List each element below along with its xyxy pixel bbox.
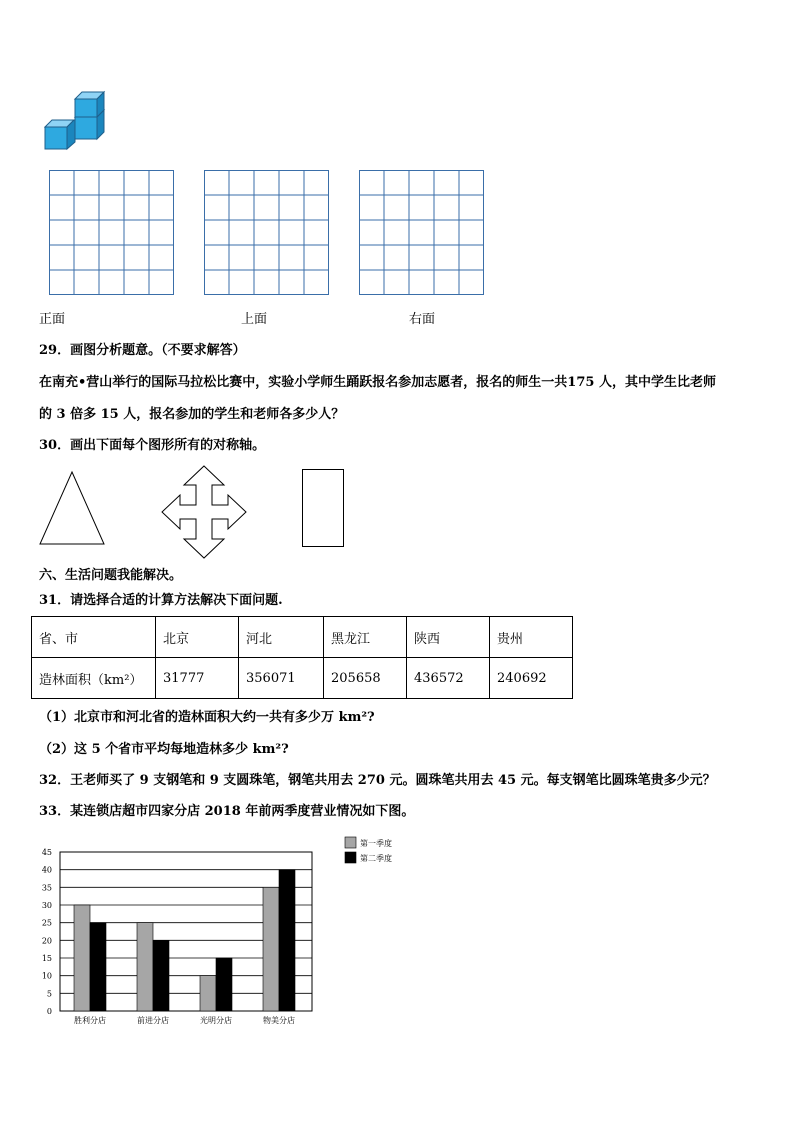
x-tick-label: 胜利分店 [74,1016,106,1025]
q33-text: 33．某连锁店超市四家分店 2018 年前两季度营业情况如下图。 [39,804,415,819]
y-tick-label: 15 [41,954,52,963]
legend-swatch [345,852,356,863]
y-tick-label: 20 [41,936,52,946]
q31-sub2: （2）这 5 个省市平均每地造林多少 km²? [39,742,289,757]
bar [200,976,216,1011]
label-right-view: 右面 [409,312,436,327]
y-tick-label: 40 [41,865,52,875]
y-tick-label: 0 [46,1007,52,1016]
table-header-cell: 省、市 [32,617,156,658]
table-row [32,658,573,699]
four-arrow-shape[interactable] [160,465,248,559]
table-header-cell: 陕西 [407,617,490,658]
sales-bar-chart [30,832,410,1032]
y-tick-label: 45 [41,848,52,857]
q30-title: 30．画出下面每个图形所有的对称轴。 [39,438,266,453]
bar [90,923,106,1011]
q32-text: 32．王老师买了 9 支钢笔和 9 支圆珠笔，钢笔共用去 270 元。圆珠笔共用去 45 元。每支钢笔比圆珠笔贵多少元？ [39,773,716,788]
x-tick-label: 光明分店 [200,1016,232,1025]
grid-right[interactable] [359,170,484,295]
bar [216,958,232,1011]
grid-front[interactable] [49,170,174,295]
q31-sub1: （1）北京市和河北省的造林面积大约一共有多少万 km²? [39,710,375,725]
y-tick-label: 10 [41,971,52,981]
section6-title: 六、生活问题我能解决。 [39,568,183,583]
x-tick-label: 物美分店 [263,1016,295,1025]
label-top-view: 上面 [241,312,268,327]
rectangle-shape[interactable] [302,469,345,548]
table-header-cell: 黑龙江 [324,617,407,658]
table-cell: 205658 [324,658,407,699]
table-header-row [32,617,573,658]
cube-illustration [44,90,108,152]
triangle-shape[interactable] [38,470,106,546]
bar [279,870,295,1011]
table-header-cell: 贵州 [490,617,573,658]
y-tick-label: 25 [41,918,52,928]
table-cell: 31777 [156,658,239,699]
table-header-cell: 河北 [239,617,324,658]
q29-line1: 在南充•营山举行的国际马拉松比赛中，实验小学师生踊跃报名参加志愿者，报名的师生一共175 人，其中学生比老师 [39,375,716,390]
legend-label: 第二季度 [360,854,392,863]
bar [74,905,90,1011]
q29-line2: 的 3 倍多 15 人，报名参加的学生和老师各多少人？ [39,407,345,422]
label-front-view: 正面 [39,312,66,327]
table-cell: 356071 [239,658,324,699]
legend-swatch [345,837,356,848]
table-header-cell: 北京 [156,617,239,658]
legend-label: 第一季度 [360,839,392,848]
bar [137,923,153,1011]
y-tick-label: 30 [41,901,52,910]
table-cell: 240692 [490,658,573,699]
bar [263,887,279,1011]
bar [153,940,169,1011]
y-tick-label: 35 [41,883,52,893]
x-tick-label: 前进分店 [137,1016,169,1025]
table-cell: 436572 [407,658,490,699]
q31-title: 31．请选择合适的计算方法解决下面问题. [39,593,283,608]
q29-title: 29．画图分析题意。（不要求解答） [39,343,246,358]
afforestation-table [31,616,573,699]
y-tick-label: 5 [46,989,52,999]
table-row-label: 造林面积（km²） [32,658,156,699]
grid-top[interactable] [204,170,329,295]
